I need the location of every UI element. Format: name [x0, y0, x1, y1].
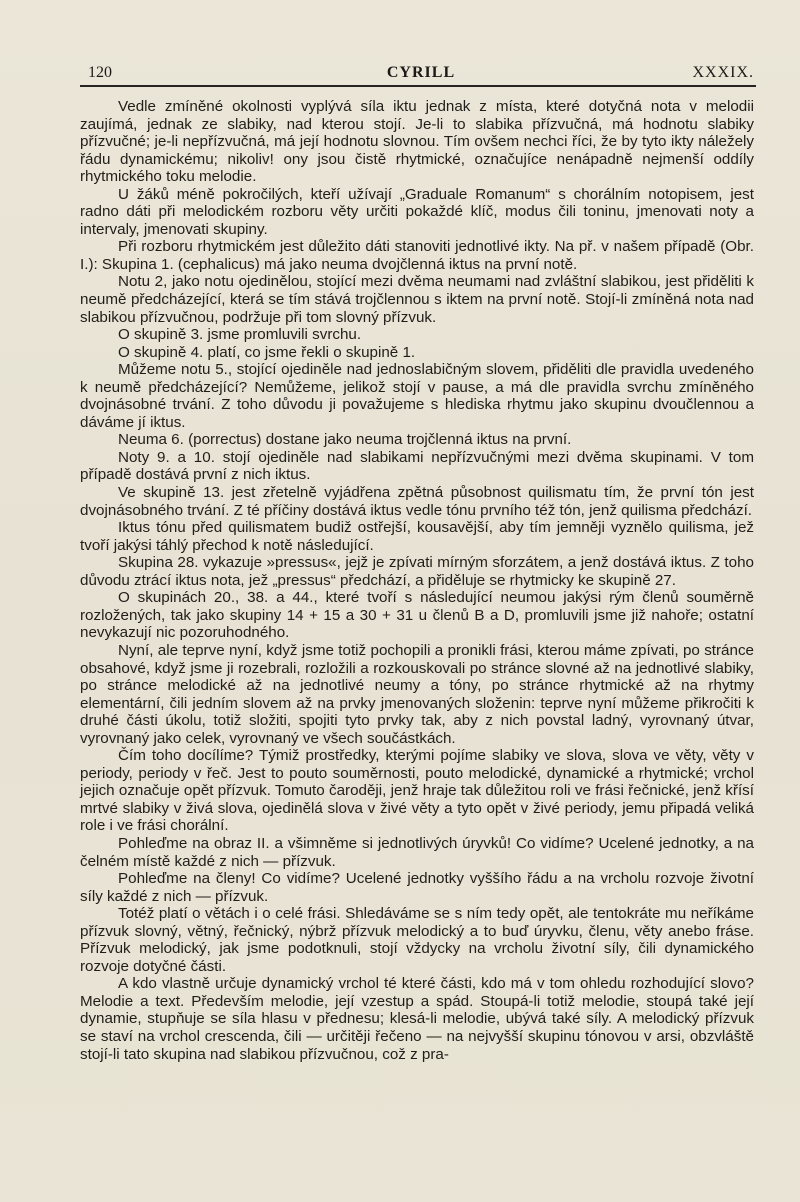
paragraph: Můžeme notu 5., stojící ojediněle nad jednoslabičným slovem, přiděliti dle pravidla uvedeného k neumě předcházející? Nemůžeme, jelikož stojí v pause, a má dle pravidla svrchu zmíněného dvojnásobné trvání. Z toho důvodu ji považujeme s hlediska rhytmu jako skupinu dvoučlennou a dáváme jí iktus.: [80, 361, 754, 431]
paragraph: Notu 2, jako notu ojedinělou, stojící mezi dvěma neumami nad zvláštní slabikou, jest přiděliti k neumě předcházející, která se tím stává trojčlennou s iktem na první notě. Stojí-li zmíněná nota nad slabikou přízvučnou, podržuje při tom slovný přízvuk.: [80, 273, 754, 326]
page-number: 120: [88, 64, 112, 81]
paragraph: Neuma 6. (porrectus) dostane jako neuma trojčlenná iktus na první.: [118, 431, 572, 449]
paragraph: Při rozboru rhytmickém jest důležito dáti stanoviti jednotlivé ikty. Na př. v našem případě (Obr. I.): Skupina 1. (cephalicus) má jako neuma dvojčlenná iktus na první notě.: [80, 238, 754, 273]
paragraph: Iktus tónu před quilismatem budiž ostřejší, kousavější, aby tím jemněji vyznělo quilisma, jež tvoří jakýsi táhlý přechod k notě následující.: [80, 519, 754, 554]
paragraph: O skupině 4. platí, co jsme řekli o skupině 1.: [118, 343, 416, 361]
paragraph: O skupině 3. jsme promluvili svrchu.: [118, 326, 362, 344]
header-rule: [80, 85, 756, 87]
volume-number: XXXIX.: [692, 64, 754, 81]
paragraph: Vedle zmíněné okolnosti vyplývá síla iktu jednak z místa, které dotyčná nota v melodii zaujímá, jednak ze slabiky, nad kterou stojí. Je-li to slabika přízvučná, má hodnotu slabiky přízvučné; je-li nepřízvučná, má její hodnotu slovnou. Tím ovšem nechci říci, že by tyto ikty náležely řádu dynamickému; nikoliv! ony jsou čistě rhytmické, označujíce nenápadně nejmenší oddíly rhytmického toku melodie.: [80, 98, 754, 186]
paragraph: O skupinách 20., 38. a 44., které tvoří s následující neumou jakýsi rým členů souměrně rozložených, tak jako skupiny 14 + 15 a 30 + 31 u členů B a D, promluvili jsme již nahoře; ostatní nevykazují nic pozoruhodného.: [80, 589, 754, 642]
running-header: [88, 62, 754, 86]
paragraph: A kdo vlastně určuje dynamický vrchol té které části, kdo má v tom ohledu rozhodující slovo? Melodie a text. Především melodie, její vzestup a spád. Stoupá-li totiž melodie, stoupá také její dynamie, stupňuje se síla hlasu v přednesu; klesá-li melodie, ubývá také síly. A melodický přízvuk se staví na vrchol crescenda, čili — určitěji řečeno — na nejvyšší skupinu tónovou v arsi, obzvláště stojí-li tato skupina nad slabikou přízvučnou, což z pra-: [80, 975, 754, 1063]
journal-title: CYRILL: [386, 64, 456, 81]
paragraph: Čím toho docílíme? Týmiž prostředky, kterými pojíme slabiky ve slova, slova ve věty, věty v periody, periody v řeč. Jest to pouto souměrnosti, pouto melodické, dynamické a rhytmické; vrchol jejich označuje opět přízvuk. Tomuto čaroději, jenž hraje tak důležitou roli ve frási řečnické, jenž křísí mrtvé slabiky v živá slova, ojedinělá slova v živé věty a tyto opět v živé periody, jemu připadá veliká role i ve frási chorální.: [80, 747, 754, 835]
paragraph: Pohleďme na obraz II. a všimněme si jednotlivých úryvků! Co vidíme? Ucelené jednotky, a na čelném místě každé z nich — přízvuk.: [80, 834, 754, 870]
paragraph: U žáků méně pokročilých, kteří užívají „Graduale Romanum“ s chorálním notopisem, jest radno dáti při melodickém rozboru věty určiti pokaždé klíč, modus čili toninu, jmenovati noty a intervaly, jmenovati skupiny.: [80, 185, 754, 238]
paragraph: Pohleďme na členy! Co vidíme? Ucelené jednotky vyššího řádu a na vrcholu rozvoje životní síly každé z nich — přízvuk.: [80, 870, 754, 905]
paragraph: Totéž platí o větách i o celé frási. Shledáváme se s ním tedy opět, ale tentokráte mu neříkáme přízvuk slovný, větný, řečnický, nýbrž přízvuk melodický a to buď úryvku, členu, věty anebo fráse. Přízvuk melodický, jak jsme podotknuli, stojí vždycky na vrcholu životní síly, čili dynamického rozvoje dotyčné části.: [80, 905, 754, 975]
body-text: [80, 98, 754, 1063]
paragraph: Ve skupině 13. jest zřetelně vyjádřena zpětná působnost quilismatu tím, že první tón jest dvojnásobného trvání. Z té příčiny dostává iktus vedle tónu prvního též tón, jenž quilisma předchází.: [80, 484, 754, 519]
paragraph: Skupina 28. vykazuje »pressus«, jejž je zpívati mírným sforzátem, a jenž dostává iktus. Z toho důvodu ztrácí iktus nota, jež „pressus“ předchází, a přiděluje se rhytmicky ke skupině 27.: [80, 554, 754, 589]
paragraph: Noty 9. a 10. stojí ojediněle nad slabikami nepřízvučnými mezi dvěma skupinami. V tom případě dostává první z nich iktus.: [80, 448, 754, 484]
paragraph: Nyní, ale teprve nyní, když jsme totiž pochopili a pronikli frási, kterou máme zpívati, po stránce obsahové, když jsme ji rozebrali, rozložili a rozkouskovali po stránce slovné až na jednotlivé slabiky, po stránce melodické až na jednotlivé neumy a tóny, po stránce rhytmické až na rhytmy elementární, čili jedním slovem až na prvky jmenovaných složenin: teprve nyní můžeme přikročiti k druhé části úkolu, totiž složiti, spojiti tyto prvky tak, aby z nich povstal ladný, vyrovnaný útvar, vyrovnaný jako celek, vyrovnaný ve všech součástkách.: [80, 641, 754, 747]
